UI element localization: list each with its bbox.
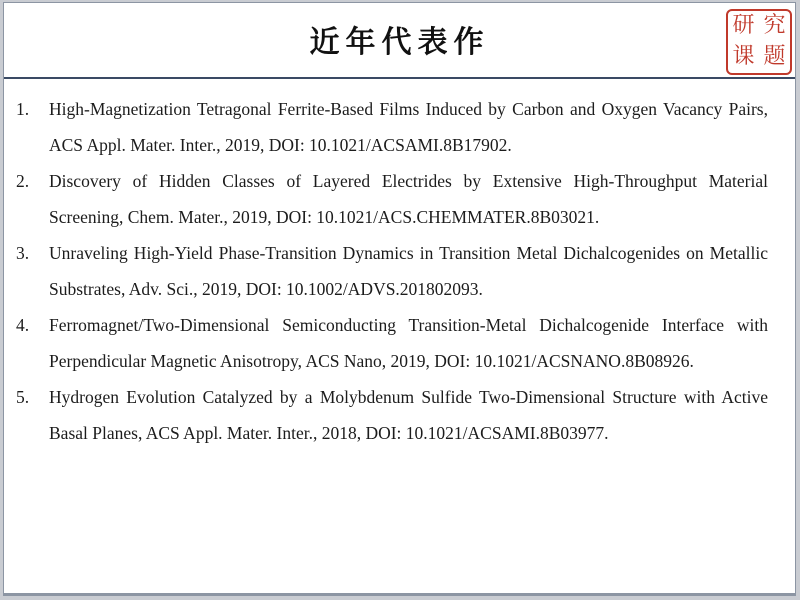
list-item <box>16 379 768 451</box>
citation-text: Unraveling High-Yield Phase-Transition Dynamics in Transition Metal Dichalcogenides on Metallic Substrates, Adv. Sci., 2019, DOI: 10.1002/ADVS.201802093. <box>49 243 768 299</box>
list-item <box>16 235 768 307</box>
item-number: 2. <box>16 171 30 191</box>
item-number: 3. <box>16 243 30 263</box>
page-title: 近年代表作 <box>309 25 490 60</box>
citation-text: Discovery of Hidden Classes of Layered Electrides by Extensive High-Throughput Material Screening, Chem. Mater., 2019, DOI: 10.1021/ACS.CHEMMATER.8B03021. <box>49 171 768 227</box>
slide <box>3 2 796 596</box>
seal-char: 究 <box>763 13 786 38</box>
list-item <box>16 307 768 379</box>
citation-text: Hydrogen Evolution Catalyzed by a Molybdenum Sulfide Two-Dimensional Structure with Active Basal Planes, ACS Appl. Mater. Inter., 2018, DOI: 10.1021/ACSAMI.8B03977. <box>49 387 768 443</box>
item-number: 5. <box>16 387 30 407</box>
title-bar <box>4 3 795 79</box>
item-number: 1. <box>16 99 30 119</box>
item-number: 4. <box>16 315 30 335</box>
seal-char: 研 <box>732 13 755 38</box>
bottom-divider <box>4 593 795 595</box>
seal-char: 题 <box>763 44 786 69</box>
list-item <box>16 163 768 235</box>
citation-text: High-Magnetization Tetragonal Ferrite-Based Films Induced by Carbon and Oxygen Vacancy Pairs, ACS Appl. Mater. Inter., 2019, DOI: 10.1021/ACSAMI.8B17902. <box>49 99 768 155</box>
seal-stamp-icon <box>726 9 792 75</box>
list-item <box>16 91 768 163</box>
citation-text: Ferromagnet/Two-Dimensional Semiconducting Transition-Metal Dichalcogenide Interface with Perpendicular Magnetic Anisotropy, ACS Nano, 2019, DOI: 10.1021/ACSNANO.8B08926. <box>49 315 768 371</box>
publication-list <box>16 91 768 451</box>
seal-char: 课 <box>732 44 755 69</box>
